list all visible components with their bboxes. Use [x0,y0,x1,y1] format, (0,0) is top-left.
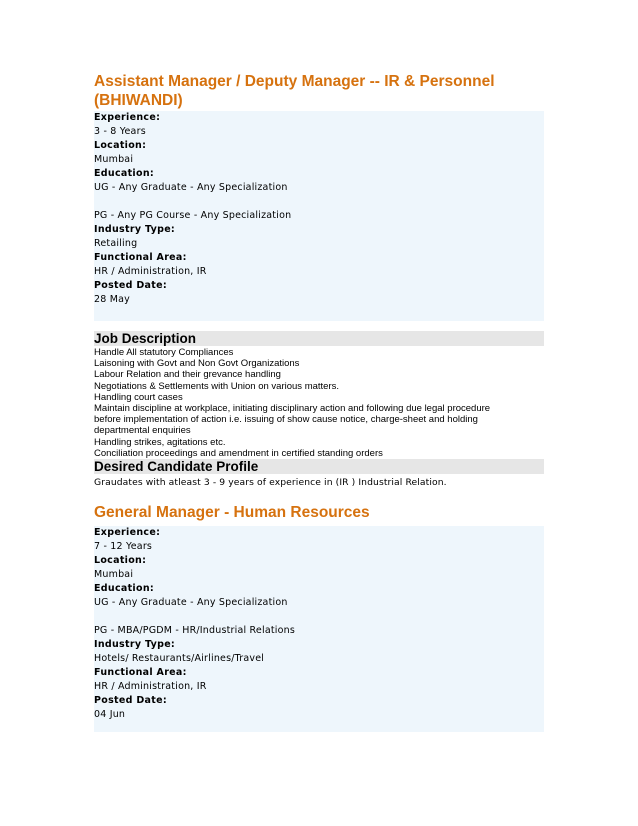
posted-date-label: Posted Date: [94,694,167,706]
industry-value: Hotels/ Restaurants/Airlines/Travel [94,652,265,664]
document-page [94,72,544,732]
description-line: Handling strikes, agitations etc. [94,436,226,448]
description-line: Labour Relation and their grevance handling [94,369,281,381]
desired-candidate-profile-text: Graudates with atleast 3 - 9 years of experience in (IR ) Industrial Relation. [94,476,447,488]
education-pg-value: PG - Any PG Course - Any Specialization [94,210,292,221]
location-label: Location: [94,140,147,151]
industry-value: Retailing [94,238,138,249]
industry-label: Industry Type: [94,224,176,235]
industry-label: Industry Type: [94,638,176,650]
education-label: Education: [94,168,154,179]
job-listing-2 [94,503,544,732]
description-line: Conciliation proceedings and amendment in certified standing orders [94,447,383,459]
posted-date-value: 04 Jun [94,708,126,720]
description-line: Laisoning with Govt and Non Govt Organizations [94,358,300,370]
description-line: Maintain discipline at workplace, initiating disciplinary action and following due legal procedure [94,402,491,414]
description-line: departmental enquiries [94,425,191,437]
location-label: Location: [94,554,147,566]
posted-date-label: Posted Date: [94,280,167,291]
experience-label: Experience: [94,526,161,538]
job-title[interactable]: General Manager - Human Resources [94,503,370,521]
description-line: before implementation of action i.e. issuing of show cause notice, charge-sheet and holding [94,414,478,426]
functional-area-label: Functional Area: [94,666,187,678]
job-info-box [94,111,544,321]
desired-candidate-profile-heading: Desired Candidate Profile [94,459,544,474]
location-value: Mumbai [94,154,134,165]
functional-area-value: HR / Administration, IR [94,266,207,277]
functional-area-label: Functional Area: [94,252,187,263]
education-pg-value: PG - MBA/PGDM - HR/Industrial Relations [94,624,295,636]
description-line: Negotiations & Settlements with Union on various matters. [94,380,340,392]
job-description-heading: Job Description [94,331,544,346]
education-ug-value: UG - Any Graduate - Any Specialization [94,182,288,193]
job-title-line-2: (BHIWANDI) [94,92,183,109]
functional-area-value: HR / Administration, IR [94,680,207,692]
job-info-box [94,526,544,732]
job-description-list [94,347,544,459]
experience-label: Experience: [94,112,161,123]
education-label: Education: [94,582,154,594]
posted-date-value: 28 May [94,294,130,305]
job-title[interactable] [94,72,544,110]
education-ug-value: UG - Any Graduate - Any Specialization [94,596,288,608]
experience-value: 3 - 8 Years [94,126,146,137]
description-line: Handle All statutory Compliances [94,347,234,358]
location-value: Mumbai [94,568,134,580]
job-listing-1 [94,72,544,490]
experience-value: 7 - 12 Years [94,540,153,552]
job-title-line-1: Assistant Manager / Deputy Manager -- IR & Personnel [94,73,495,90]
description-line: Handling court cases [94,391,183,403]
